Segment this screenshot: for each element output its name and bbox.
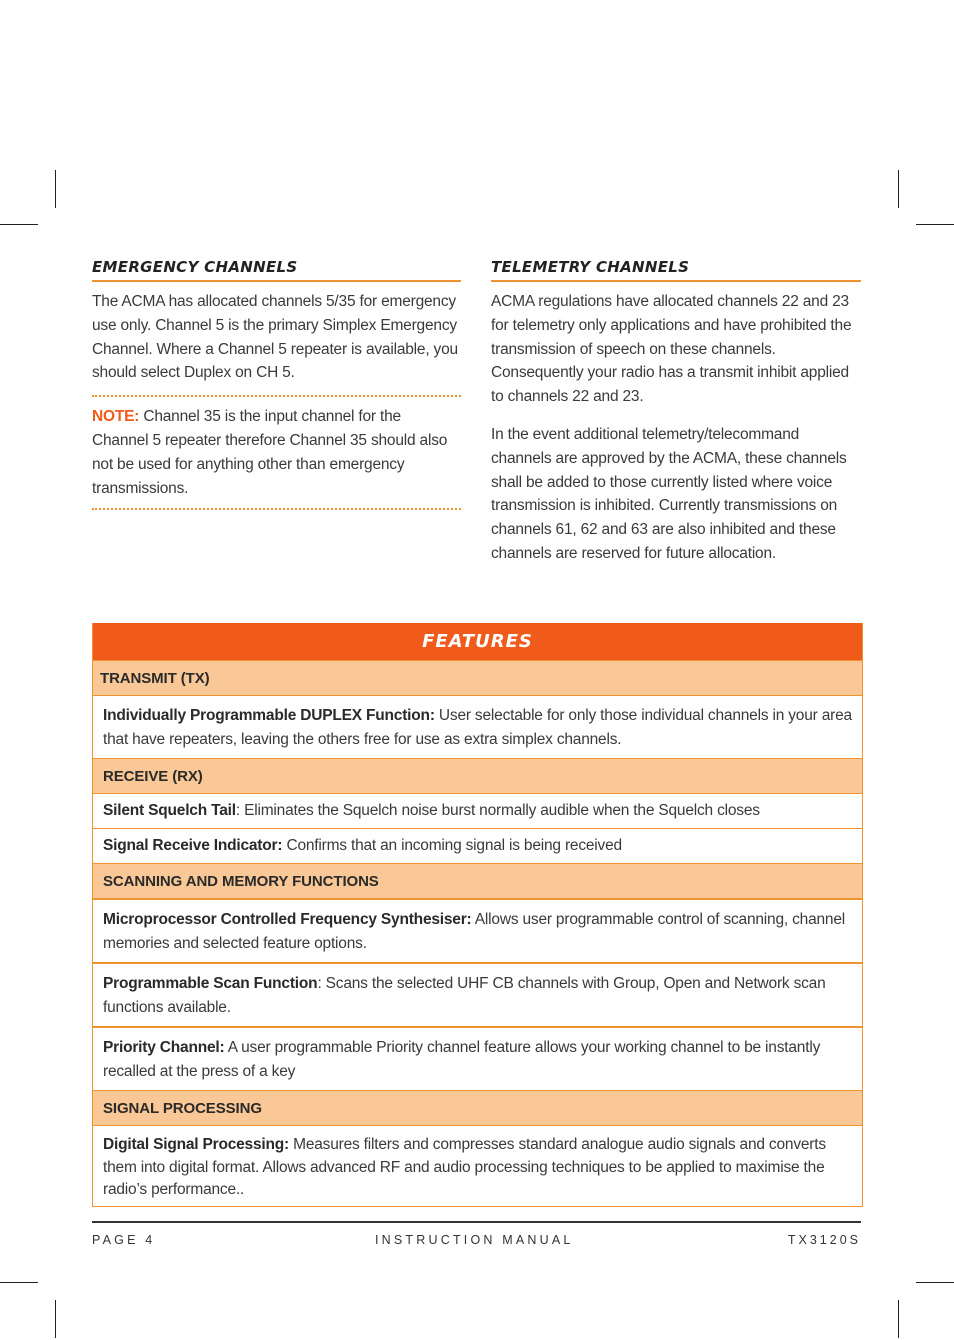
feature-text: Measures filters and compresses standard analogue audio signals and converts them into digital format. Allows advanced RF and audio processing techniques to be applied to maximise the radio’s performance.. <box>103 1136 826 1198</box>
feature-row <box>93 828 862 863</box>
emergency-channels-title: EMERGENCY CHANNELS <box>92 258 461 282</box>
model-number: TX3120S <box>787 1233 861 1247</box>
telemetry-channels-section <box>491 258 861 566</box>
crop-mark <box>0 1282 38 1283</box>
dotted-divider <box>92 395 461 397</box>
crop-mark <box>916 224 954 225</box>
dotted-divider <box>92 508 461 510</box>
note-label: NOTE: <box>92 408 140 426</box>
emergency-channels-body: The ACMA has allocated channels 5/35 for emergency use only. Channel 5 is the primary Simplex Emergency Channel. Where a Channel 5 repeater is available, you should select Duplex on CH 5. <box>92 293 458 382</box>
feature-label: Programmable Scan Function <box>103 975 318 992</box>
crop-mark <box>898 170 899 208</box>
emergency-channels-section <box>92 258 461 518</box>
feature-label: Priority Channel: <box>103 1039 225 1056</box>
feature-text: User selectable for only those individual channels in your area that have repeaters, leaving the others free for use as extra simplex channels. <box>103 707 852 748</box>
telemetry-paragraph-1: ACMA regulations have allocated channels 22 and 23 for telemetry only applications and have prohibited the transmission of speech on these channels. Consequently your radio has a transmit inhibit applied to channels 22 and 23. <box>491 293 852 406</box>
feature-text: Allows user programmable control of scanning, channel memories and selected feature options. <box>103 911 845 952</box>
feature-text: : Eliminates the Squelch noise burst normally audible when the Squelch closes <box>235 802 760 819</box>
feature-row <box>93 898 862 962</box>
feature-text: A user programmable Priority channel feature allows your working channel to be instantly recalled at the press of a key <box>103 1039 821 1080</box>
feature-row <box>93 1125 862 1206</box>
crop-mark <box>916 1282 954 1283</box>
group-heading: RECEIVE (RX) <box>93 758 862 793</box>
feature-text: Confirms that an incoming signal is being received <box>282 837 622 854</box>
telemetry-paragraph-2: In the event additional telemetry/telecommand channels are approved by the ACMA, these channels shall be added to those currently listed where voice transmission is inhibited. Currently transmissions on channels 61, 62 and 63 are also inhibited and these channels are reserved for future allocation. <box>491 425 847 562</box>
feature-label: Signal Receive Indicator: <box>103 837 283 854</box>
telemetry-channels-title: TELEMETRY CHANNELS <box>491 258 861 282</box>
feature-label: Silent Squelch Tail <box>103 802 236 819</box>
features-table <box>92 623 863 1207</box>
feature-text: : Scans the selected UHF CB channels with Group, Open and Network scan functions available. <box>103 975 826 1016</box>
note-text: Channel 35 is the input channel for the Channel 5 repeater therefore Channel 35 should also not be used for anything other than emergency transmissions. <box>92 408 448 497</box>
crop-mark <box>898 1300 899 1338</box>
crop-mark <box>55 1300 56 1338</box>
document-title: INSTRUCTION MANUAL <box>375 1233 574 1247</box>
emergency-note <box>92 405 461 500</box>
features-title: FEATURES <box>93 623 862 660</box>
feature-row <box>93 1026 862 1090</box>
feature-label: Individually Programmable DUPLEX Function: <box>103 707 435 724</box>
group-heading: SCANNING AND MEMORY FUNCTIONS <box>93 863 862 898</box>
page-number: PAGE 4 <box>92 1233 156 1247</box>
page-footer <box>92 1221 861 1247</box>
feature-row <box>93 962 862 1026</box>
crop-mark <box>0 224 38 225</box>
group-heading: TRANSMIT (TX) <box>93 660 862 695</box>
crop-mark <box>55 170 56 208</box>
feature-label: Microprocessor Controlled Frequency Synthesiser: <box>103 911 472 928</box>
feature-row <box>93 793 862 828</box>
feature-label: Digital Signal Processing: <box>103 1136 290 1153</box>
feature-row <box>93 695 862 758</box>
group-heading: SIGNAL PROCESSING <box>93 1090 862 1125</box>
